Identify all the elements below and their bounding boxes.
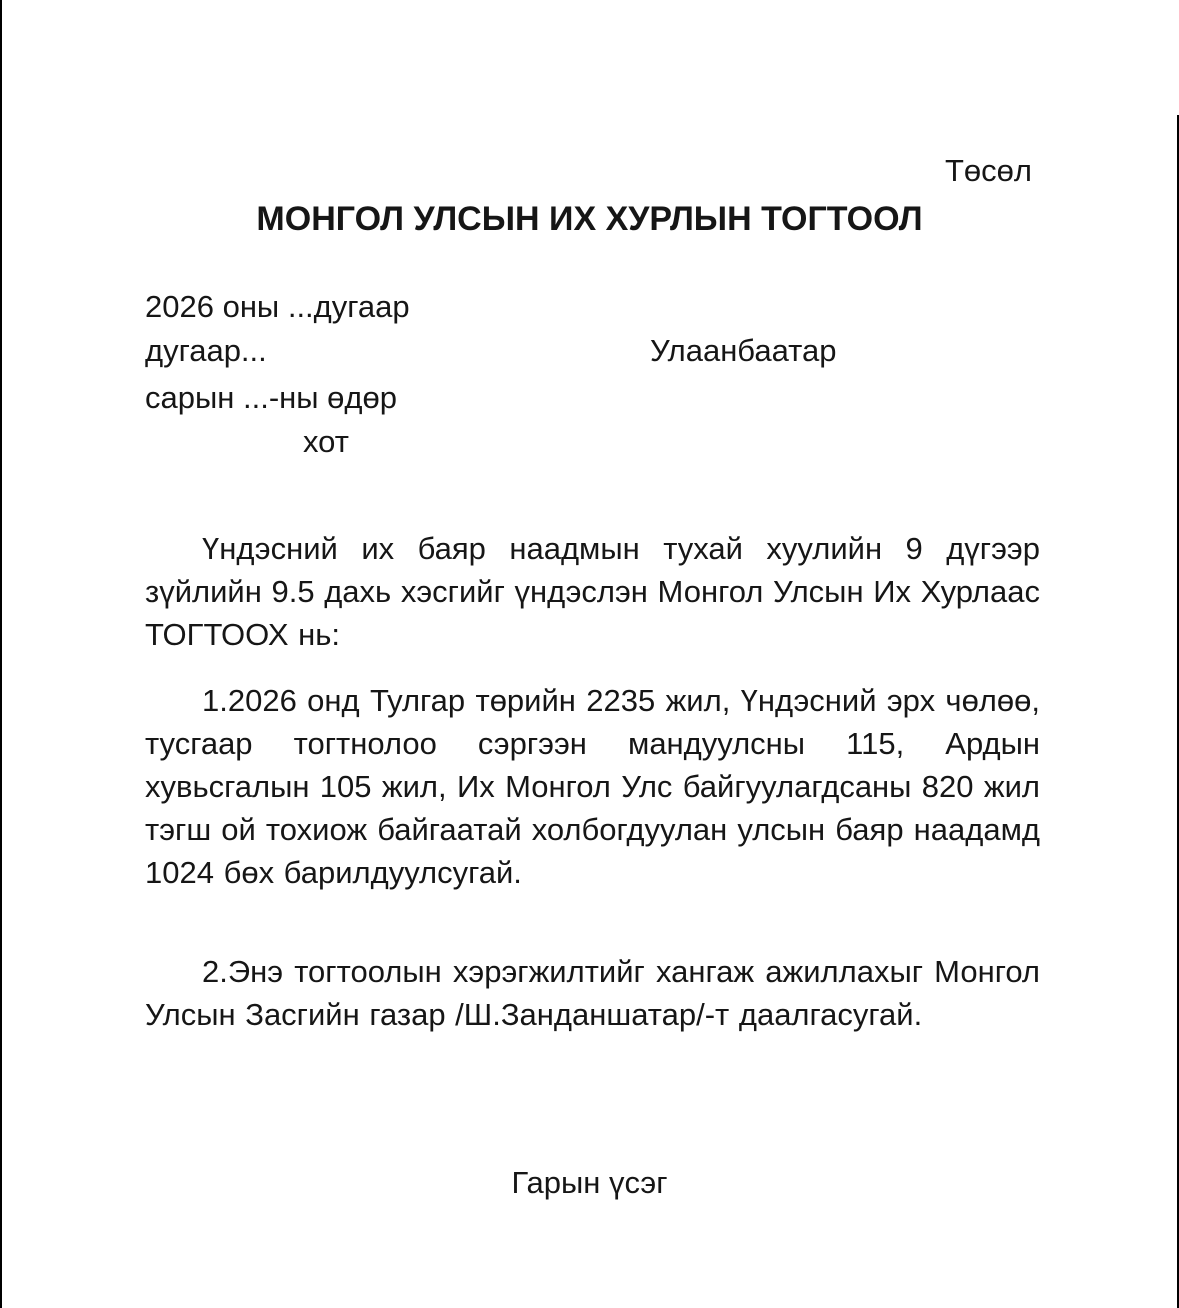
left-edge-line — [0, 0, 2, 1308]
paragraph-item-2: 2.Энэ тогтоолын хэрэгжилтийг хангаж ажиллахыг Монгол Улсын Засгийн газар /Ш.Занданшатар/-т даалгасугай. — [145, 954, 1040, 1032]
signature-label: Гарын үсэг — [511, 1165, 668, 1200]
resolution-number-line: дугаар... — [145, 333, 267, 368]
city-label: Улаанбаатар — [650, 333, 837, 368]
paragraph-item-1: 1.2026 онд Тулгар төрийн 2235 жил, Үндэсний эрх чөлөө, тусгаар тогтнолоо сэргээн мандуулсны 115, Ардын хувьсгалын 105 жил, Их Монгол Улс байгуулагдсаны 820 жил тэгш ой тохиож байгаатай холбогдуулан улсын баяр наадамд 1024 бөх барилдуулсугай. — [145, 683, 1040, 890]
date-year-line: 2026 оны ...дугаар — [145, 289, 410, 324]
paragraph-preamble: Үндэсний их баяр наадмын тухай хуулийн 9 дүгээр зүйлийн 9.5 дахь хэсгийг үндэслэн Монгол Улсын Их Хурлаас ТОГТООХ нь: — [145, 531, 1040, 652]
date-day-line: сарын ...-ны өдөр — [145, 380, 397, 415]
draft-label: Төсөл — [944, 153, 1032, 188]
document-title: МОНГОЛ УЛСЫН ИХ ХУРЛЫН ТОГТООЛ — [256, 200, 923, 238]
city-word-label: хот — [303, 424, 349, 459]
